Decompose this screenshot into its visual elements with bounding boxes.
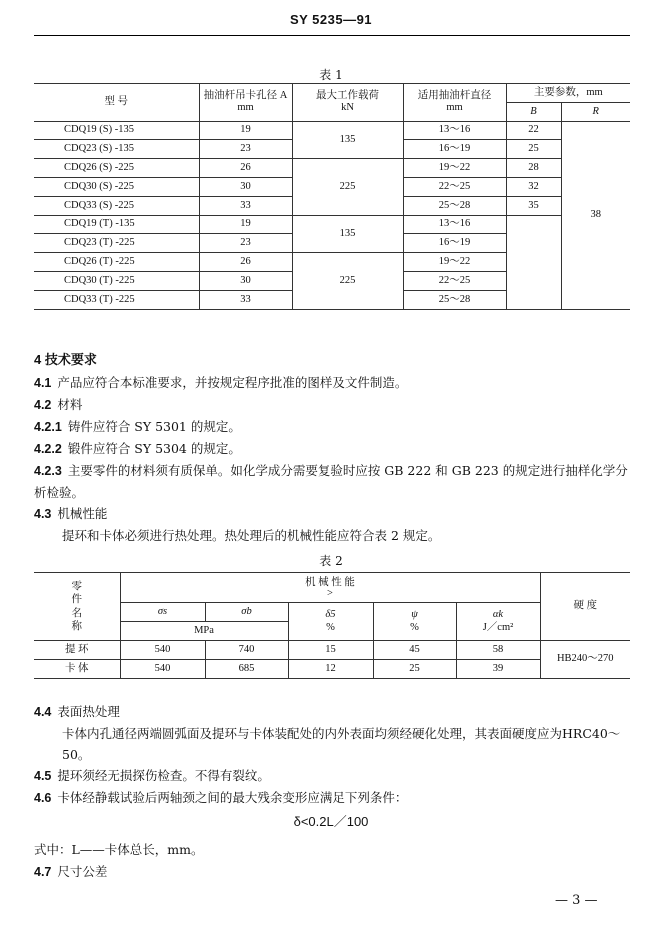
t2-part: 卡 体 (34, 660, 120, 679)
t1-rod: 13～16 (403, 215, 506, 234)
clause (34, 416, 630, 438)
clause-num: 4.2.1 (34, 420, 62, 434)
t2-val: 540 (120, 660, 205, 679)
t1-a: 30 (199, 177, 292, 196)
t2-h-psi (373, 603, 456, 641)
t1-h-hole (199, 84, 292, 122)
t1-a: 19 (199, 215, 292, 234)
t1-h-params: 主要参数，mm (506, 84, 630, 103)
clause-body: 提环和卡体必须进行热处理。热处理后的机械性能应符合表 2 规定。 (62, 528, 441, 543)
clause-text: 主要零件的材料须有质保单。如化学成分需要复验时应按 GB 222 和 GB 223 的规定进行抽样化学分析检验。 (34, 463, 628, 500)
t1-a: 33 (199, 196, 292, 215)
t2-h-mech-label: 机 械 性 能 (305, 576, 355, 588)
clause-num: 4.4 (34, 705, 52, 719)
t1-a: 26 (199, 253, 292, 272)
t1-load: 225 (292, 253, 403, 309)
t2-h-hardness: 硬 度 (540, 573, 630, 641)
clause-num: 4.5 (34, 769, 52, 783)
t1-a: 26 (199, 159, 292, 178)
t2-h-part (34, 573, 120, 641)
table-row (34, 641, 630, 660)
t2-h-sigma-b: σb (205, 603, 288, 622)
t1-a: 30 (199, 271, 292, 290)
t1-b: 28 (506, 159, 561, 178)
formula-where: 式中：L——卡体总长，mm。 (34, 842, 204, 857)
t2-part: 提 环 (34, 641, 120, 660)
t1-b: 35 (506, 196, 561, 215)
clause-text: 表面热处理 (57, 704, 120, 719)
t1-h-load-label: 最大工作载荷 (316, 90, 379, 102)
t1-h-load-unit: kN (341, 102, 354, 114)
clause (34, 765, 630, 787)
clause-text: 卡体经静载试验后两轴颈之间的最大残余变形应满足下列条件： (57, 790, 408, 805)
clause-body: 卡体内孔通径两端圆弧面及提环与卡体装配处的内外表面均须经硬化处理，其表面硬度应为HRC40～50。 (62, 726, 621, 762)
table2-caption: 表 2 (319, 554, 343, 568)
t1-model: CDQ23 (S) -135 (34, 140, 199, 159)
t1-h-model: 型 号 (34, 84, 199, 122)
clause-num: 4.6 (34, 791, 52, 805)
t1-model: CDQ19 (T) -135 (34, 215, 199, 234)
t2-val: 25 (373, 660, 456, 679)
t1-h-b: B (506, 102, 561, 121)
clause (34, 503, 630, 525)
t1-a: 19 (199, 121, 292, 140)
clause-text: 锻件应符合 SY 5304 的规定。 (67, 441, 241, 456)
t2-val: 39 (456, 660, 540, 679)
clause-num: 4.2 (34, 398, 52, 412)
t2-h-ak (456, 603, 540, 641)
t1-a: 23 (199, 140, 292, 159)
t1-rod: 19～22 (403, 253, 506, 272)
t1-rod: 22～25 (403, 177, 506, 196)
clause (34, 460, 630, 503)
t1-load: 135 (292, 215, 403, 253)
t2-h-mech (120, 573, 540, 603)
table2 (34, 572, 630, 679)
doc-code: SY 5235—91 (289, 12, 373, 27)
t2-h-psi-unit: % (410, 621, 419, 633)
table-row (34, 121, 630, 140)
t1-model: CDQ26 (T) -225 (34, 253, 199, 272)
t2-h-delta-sym: δ5 (325, 609, 336, 621)
clause-num: 4.2.2 (34, 442, 62, 456)
t1-b: 25 (506, 140, 561, 159)
t2-val: 540 (120, 641, 205, 660)
clause (34, 862, 107, 880)
t1-load: 135 (292, 121, 403, 159)
clause (34, 372, 630, 394)
t1-model: CDQ26 (S) -225 (34, 159, 199, 178)
t1-b-empty (506, 215, 561, 309)
t2-h-sigma-s: σs (120, 603, 205, 622)
t1-rod: 25～28 (403, 290, 506, 309)
t1-h-rod-unit: mm (446, 102, 463, 114)
clause-text: 产品应符合本标准要求，并按规定程序批准的图样及文件制造。 (57, 375, 408, 390)
t1-load: 225 (292, 159, 403, 215)
t1-a: 23 (199, 234, 292, 253)
t2-val: 685 (205, 660, 288, 679)
clause (34, 394, 630, 416)
t2-hardness: HB240～270 (540, 641, 630, 679)
t1-h-r: R (561, 102, 630, 121)
clause (34, 787, 630, 809)
page-number: — 3 — (555, 893, 598, 908)
t1-rod: 16～19 (403, 234, 506, 253)
formula: δ<0.2L／100 (293, 814, 369, 829)
t1-rod: 25～28 (403, 196, 506, 215)
t1-h-rod (403, 84, 506, 122)
clause-num: 4.7 (34, 865, 52, 879)
t1-model: CDQ33 (T) -225 (34, 290, 199, 309)
header-rule (34, 35, 630, 36)
section-4-title: 4 技术要求 (34, 352, 97, 367)
t1-h-hole-unit: mm (237, 102, 254, 114)
t1-h-rod-label: 适用抽油杆直径 (417, 90, 492, 102)
t1-rod: 19～22 (403, 159, 506, 178)
t1-model: CDQ30 (T) -225 (34, 271, 199, 290)
t1-h-load (292, 84, 403, 122)
t2-val: 740 (205, 641, 288, 660)
t2-h-delta-unit: % (326, 621, 335, 633)
t1-rod: 16～19 (403, 140, 506, 159)
t1-r: 38 (561, 121, 630, 309)
section-4-cont (34, 701, 630, 809)
clause-text: 铸件应符合 SY 5301 的规定。 (67, 419, 241, 434)
t2-h-ak-sym: αk (492, 609, 504, 621)
t2-h-mpa: MPa (120, 622, 288, 641)
t2-h-delta (288, 603, 373, 641)
t1-rod: 22～25 (403, 271, 506, 290)
t1-b: 32 (506, 177, 561, 196)
clause-text: 尺寸公差 (57, 864, 108, 879)
clause-text: 提环须经无损探伤检查。不得有裂纹。 (57, 768, 270, 783)
clause (34, 701, 630, 723)
t1-h-hole-label: 抽油杆吊卡孔径 A (203, 90, 288, 102)
table1-caption: 表 1 (319, 68, 343, 82)
clause-num: 4.1 (34, 376, 52, 390)
table1 (34, 83, 630, 310)
clause-text: 机械性能 (57, 506, 108, 521)
t2-val: 45 (373, 641, 456, 660)
t1-rod: 13～16 (403, 121, 506, 140)
table-row (34, 159, 630, 178)
t1-model: CDQ23 (T) -225 (34, 234, 199, 253)
t2-h-ak-unit: J／cm² (482, 621, 514, 633)
t1-b: 22 (506, 121, 561, 140)
t2-h-psi-sym: ψ (411, 609, 418, 621)
t2-h-part-label: 零件名称 (71, 581, 82, 632)
section-4-body (34, 372, 630, 546)
clause-num: 4.3 (34, 507, 52, 521)
t2-val: 12 (288, 660, 373, 679)
t1-a: 33 (199, 290, 292, 309)
t1-model: CDQ30 (S) -225 (34, 177, 199, 196)
table-row (34, 215, 630, 234)
t2-val: 58 (456, 641, 540, 660)
t2-h-gte: > (327, 587, 333, 599)
clause-num: 4.2.3 (34, 464, 62, 478)
t2-val: 15 (288, 641, 373, 660)
t1-model: CDQ19 (S) -135 (34, 121, 199, 140)
clause (34, 438, 630, 460)
clause-text: 材料 (57, 397, 83, 412)
t1-model: CDQ33 (S) -225 (34, 196, 199, 215)
